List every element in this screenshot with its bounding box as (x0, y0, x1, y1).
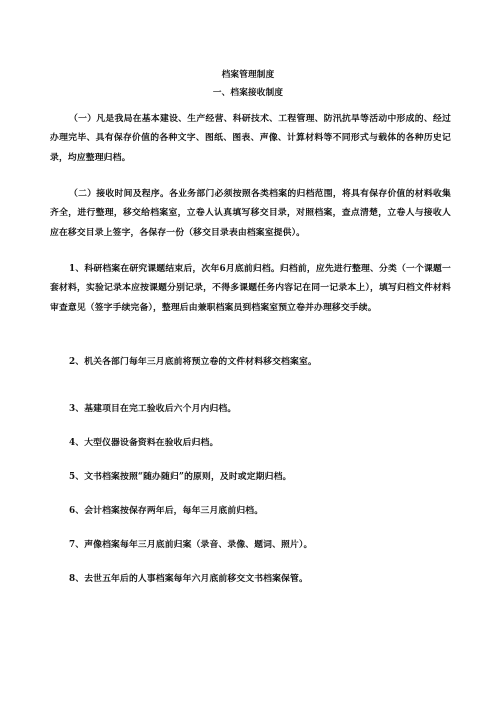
paragraph-general-scope: （一）凡是我局在基本建设、生产经营、科研技术、工程管理、防汛抗旱等活动中形成的、经过办理完毕、具有保存价值的各种文字、图纸、图表、声像、计算材料等不同形式与载体的各种历史记录，均应整理归档。 (50, 114, 451, 163)
paragraph-receiving-procedure: （二）接收时间及程序。各业务部门必须按照各类档案的归档范围，将具有保存价值的材料收集齐全，进行整理，移交给档案室，立卷人认真填写移交目录，对照档案，查点清楚，立卷人与接收人应在移交目录上签字，各保存一份（移交目录表由档案室提供）。 (50, 189, 451, 238)
paragraph-audiovisual-archives: 7、声像档案每年三月底前归案（录音、录像、题词、照片）。 (69, 540, 313, 550)
paragraph-large-equipment: 4、大型仪器设备资料在验收后归档。 (69, 438, 219, 448)
document-title: 档案管理制度 (221, 70, 275, 80)
section-heading: 一、档案接收制度 (212, 88, 284, 98)
paragraph-personnel-archives: 8、去世五年后的人事档案每年六月底前移交文书档案保管。 (69, 574, 308, 584)
paragraph-construction-projects: 3、基建项目在完工验收后六个月内归档。 (69, 404, 237, 414)
paragraph-research-archives: 1、科研档案在研究课题结束后，次年6月底前归档。归档前，应先进行整理、分类（一个课题一套材料，实验记录本应按课题分别记录，不得多课题任务内容记在同一记录本上），填写归档文件材料审查意见（签字手续完备），整理后由兼职档案员到档案室预立卷并办理移交手续。 (50, 264, 451, 313)
paragraph-accounting-archives: 6、会计档案按保存两年后，每年三月底前归档。 (69, 506, 264, 516)
paragraph-department-files: 2、机关各部门每年三月底前将预立卷的文件材料移交档案室。 (69, 357, 317, 367)
paragraph-document-archives: 5、文书档案按照“随办随归”的原则，及时或定期归档。 (69, 472, 292, 482)
